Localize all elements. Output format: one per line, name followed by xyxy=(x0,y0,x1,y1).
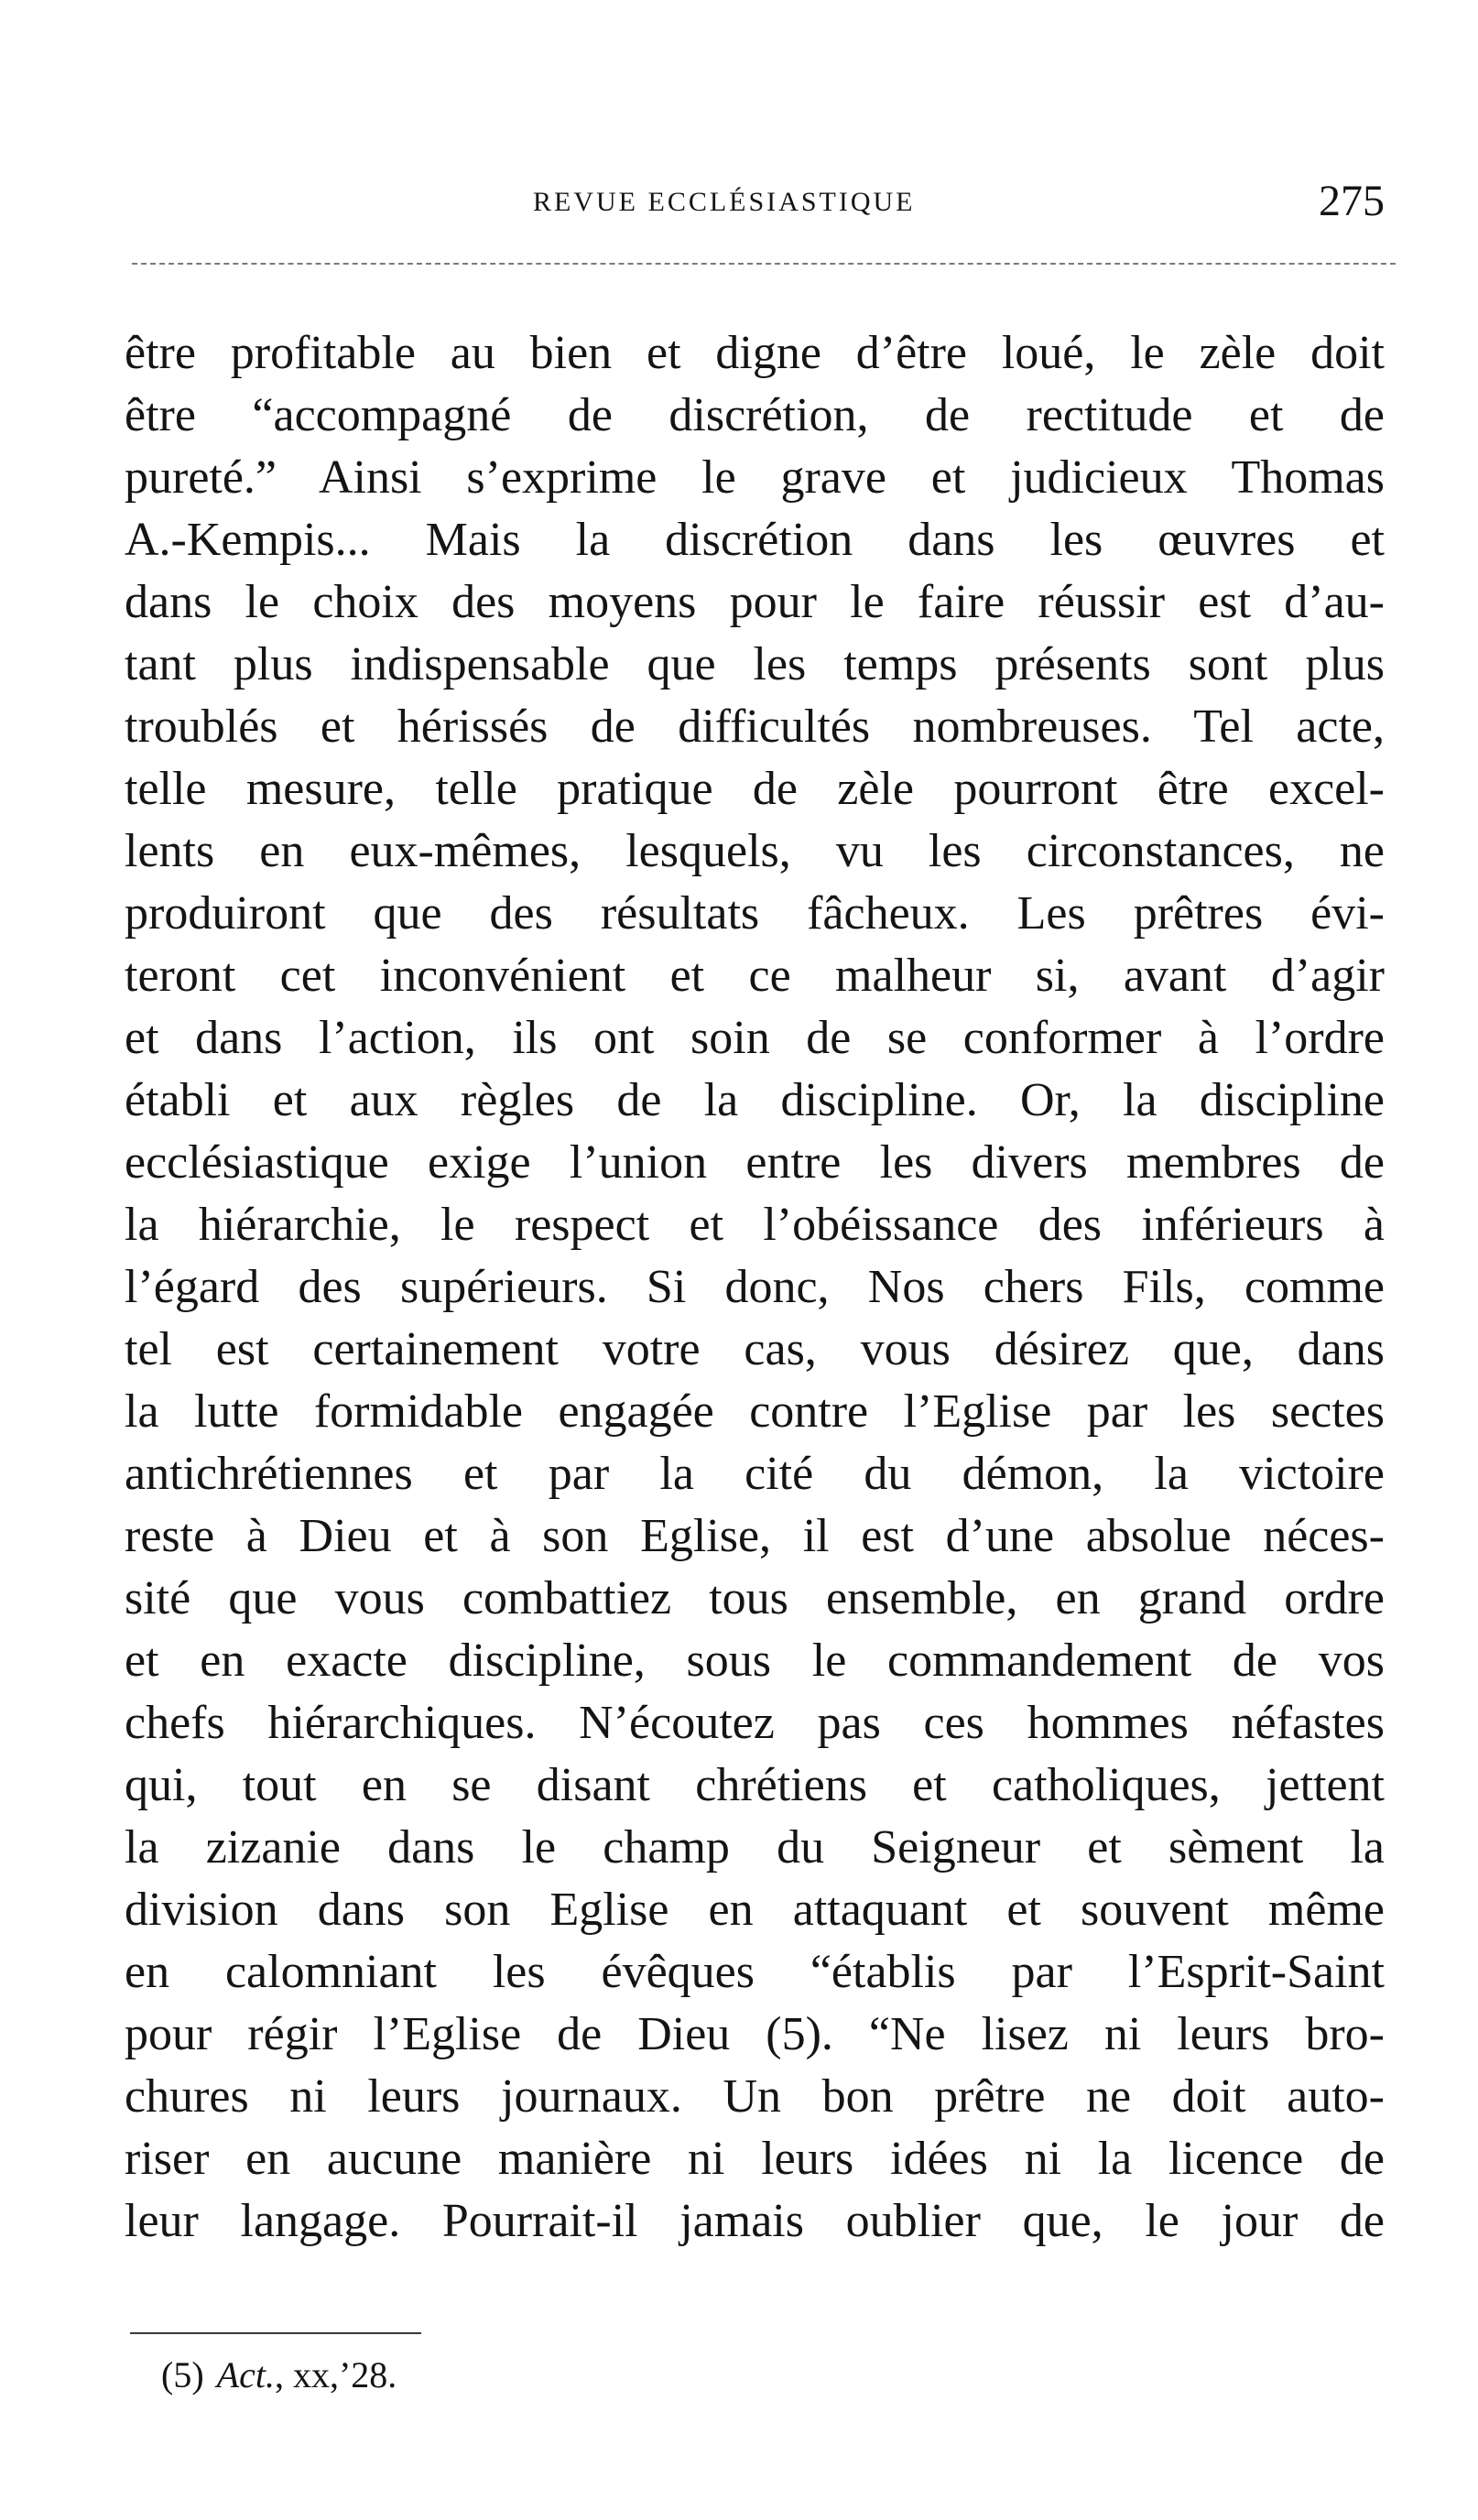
text-line: et en exacte discipline, sous le commandement de vos xyxy=(125,1635,1385,1687)
text-line: lents en eux-mêmes, lesquels, vu les circonstances, ne xyxy=(125,825,1385,877)
text-line: qui, tout en se disant chrétiens et catholiques, jettent xyxy=(125,1759,1385,1811)
text-line: division dans son Eglise en attaquant et souvent même xyxy=(125,1884,1385,1936)
text-line: antichrétiennes et par la cité du démon, la victoire xyxy=(125,1448,1385,1500)
text-line: leur langage. Pourrait-il jamais oublier que, le jour de xyxy=(125,2195,1385,2247)
text-line: la lutte formidable engagée contre l’Eglise par les sectes xyxy=(125,1385,1385,1438)
text-line: teront cet inconvénient et ce malheur si, avant d’agir xyxy=(125,950,1385,1002)
text-line: la hiérarchie, le respect et l’obéissance des inférieurs à xyxy=(125,1199,1385,1251)
text-line: riser en aucune manière ni leurs idées ni la licence de xyxy=(125,2133,1385,2185)
text-line: pour régir l’Eglise de Dieu (5). “Ne lisez ni leurs bro- xyxy=(125,2008,1385,2060)
text-line: être profitable au bien et digne d’être loué, le zèle doit xyxy=(125,327,1385,379)
footnote-reference: Act. xyxy=(216,2354,275,2395)
text-line: chefs hiérarchiques. N’écoutez pas ces hommes néfastes xyxy=(125,1697,1385,1749)
page-number: 275 xyxy=(1319,177,1385,225)
text-line: sité que vous combattiez tous ensemble, en grand ordre xyxy=(125,1572,1385,1624)
footnote-citation: , xx,’28. xyxy=(274,2354,397,2395)
text-line: chures ni leurs journaux. Un bon prêtre ne doit auto- xyxy=(125,2070,1385,2123)
text-line: telle mesure, telle pratique de zèle pourront être excel- xyxy=(125,763,1385,815)
text-line: l’égard des supérieurs. Si donc, Nos chers Fils, comme xyxy=(125,1261,1385,1313)
text-line: la zizanie dans le champ du Seigneur et sèment la xyxy=(125,1821,1385,1874)
text-line: en calomniant les évêques “établis par l’Esprit-Saint xyxy=(125,1946,1385,1998)
text-line: produiront que des résultats fâcheux. Les prêtres évi- xyxy=(125,887,1385,940)
running-title: REVUE ECCLÉSIASTIQUE xyxy=(533,187,916,217)
text-line: tant plus indispensable que les temps présents sont plus xyxy=(125,638,1385,690)
text-line: tel est certainement votre cas, vous désirez que, dans xyxy=(125,1323,1385,1375)
text-line: A.-Kempis... Mais la discrétion dans les œuvres et xyxy=(125,514,1385,566)
text-line: dans le choix des moyens pour le faire réussir est d’au- xyxy=(125,576,1385,628)
text-line: être “accompagné de discrétion, de rectitude et de xyxy=(125,389,1385,441)
header-rule xyxy=(132,263,1396,265)
text-line: reste à Dieu et à son Eglise, il est d’une absolue néces- xyxy=(125,1510,1385,1562)
text-line: et dans l’action, ils ont soin de se conformer à l’ordre xyxy=(125,1012,1385,1064)
text-line: troublés et hérissés de difficultés nombreuses. Tel acte, xyxy=(125,701,1385,753)
footnote-rule xyxy=(130,2332,421,2334)
text-line: pureté.” Ainsi s’exprime le grave et judicieux Thomas xyxy=(125,451,1385,504)
text-line: établi et aux règles de la discipline. Or, la discipline xyxy=(125,1074,1385,1126)
footnote-number: (5) xyxy=(161,2354,204,2395)
page-header xyxy=(0,179,1478,234)
footnote xyxy=(161,2353,397,2396)
body-text xyxy=(125,322,1385,2253)
text-line: ecclésiastique exige l’union entre les divers membres de xyxy=(125,1136,1385,1189)
